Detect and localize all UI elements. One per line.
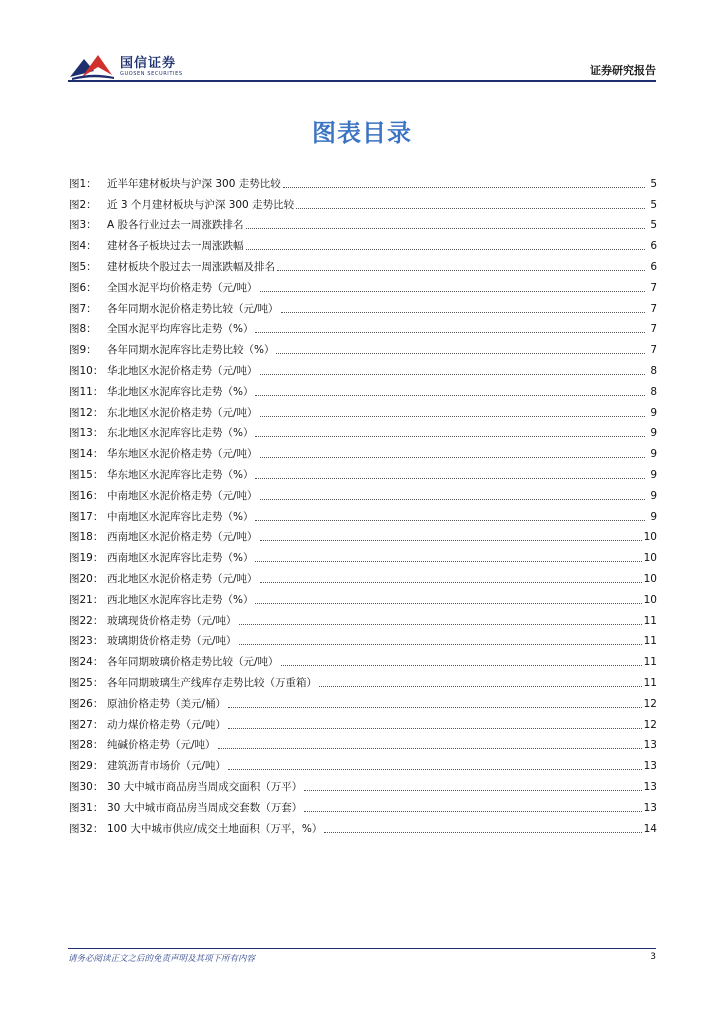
- toc-page-number: 7: [650, 302, 657, 315]
- page-number: 3: [650, 952, 656, 962]
- toc-figure-number: 图17：: [69, 510, 104, 523]
- report-type-label: 证券研究报告: [590, 64, 656, 77]
- toc-entry[interactable]: [69, 440, 657, 461]
- toc-page-number: 9: [650, 427, 657, 440]
- toc-figure-title: 各年同期水泥库容比走势比较（%）: [107, 344, 275, 357]
- toc-page-number: 9: [650, 406, 657, 419]
- toc-figure-title: 30 大中城市商品房当周成交套数（万套）: [107, 801, 303, 814]
- disclaimer-note: 请务必阅读正文之后的免责声明及其项下所有内容: [68, 954, 256, 964]
- logo-english-name: GUOSEN SECURITIES: [120, 71, 183, 77]
- toc-page-number: 8: [650, 364, 657, 377]
- toc-page-number: 10: [643, 572, 657, 585]
- toc-dot-leader: [260, 581, 642, 583]
- toc-figure-number: 图23：: [69, 635, 104, 648]
- toc-figure-title: 华东地区水泥库容比走势（%）: [107, 468, 254, 481]
- toc-figure-number: 图25：: [69, 676, 104, 689]
- toc-figure-number: 图1：: [69, 177, 97, 190]
- toc-entry[interactable]: [69, 690, 657, 711]
- toc-entry[interactable]: [69, 212, 657, 233]
- toc-figure-title: 华北地区水泥价格走势（元/吨）: [107, 364, 258, 377]
- toc-page-number: 9: [650, 489, 657, 502]
- toc-page-number: 10: [643, 593, 657, 606]
- toc-page-number: 11: [643, 614, 657, 627]
- toc-page-number: 14: [643, 822, 657, 835]
- toc-dot-leader: [246, 248, 646, 250]
- toc-figure-title: 东北地区水泥库容比走势（%）: [107, 427, 254, 440]
- toc-entry[interactable]: [69, 378, 657, 399]
- toc-page-number: 11: [643, 676, 657, 689]
- toc-page-number: 13: [643, 801, 657, 814]
- toc-page-number: 7: [650, 281, 657, 294]
- toc-figure-number: 图18：: [69, 531, 104, 544]
- toc-figure-title: 全国水泥平均价格走势（元/吨）: [107, 281, 258, 294]
- toc-figure-title: 中南地区水泥价格走势（元/吨）: [107, 489, 258, 502]
- toc-dot-leader: [281, 664, 642, 666]
- toc-dot-leader: [239, 643, 642, 645]
- toc-figure-title: 建材各子板块过去一周涨跌幅: [107, 240, 244, 253]
- toc-figure-title: A 股各行业过去一周涨跌排名: [107, 219, 244, 232]
- toc-figure-number: 图32：: [69, 822, 104, 835]
- toc-page-number: 9: [650, 468, 657, 481]
- toc-entry[interactable]: [69, 170, 657, 191]
- toc-figure-number: 图2：: [69, 198, 97, 211]
- toc-dot-leader: [228, 727, 642, 729]
- toc-figure-title: 100 大中城市供应/成交土地面积（万平，%）: [107, 822, 323, 835]
- toc-dot-leader: [255, 560, 641, 562]
- toc-figure-number: 图16：: [69, 489, 104, 502]
- toc-entry[interactable]: [69, 503, 657, 524]
- toc-page-number: 13: [643, 739, 657, 752]
- toc-figure-title: 玻璃现货价格走势（元/吨）: [107, 614, 237, 627]
- toc-figure-number: 图10：: [69, 364, 104, 377]
- toc-entry[interactable]: [69, 565, 657, 586]
- toc-page-number: 5: [650, 177, 657, 190]
- toc-figure-title: 全国水泥平均库容比走势（%）: [107, 323, 254, 336]
- toc-dot-leader: [324, 831, 641, 833]
- toc-entry[interactable]: [69, 669, 657, 690]
- guosen-logo-icon: [68, 53, 116, 81]
- toc-dot-leader: [255, 519, 645, 521]
- toc-entry[interactable]: [69, 191, 657, 212]
- toc-figure-number: 图12：: [69, 406, 104, 419]
- toc-figure-number: 图11：: [69, 385, 104, 398]
- toc-dot-leader: [255, 477, 645, 479]
- toc-entry[interactable]: [69, 648, 657, 669]
- toc-figure-number: 图29：: [69, 760, 104, 773]
- toc-page-number: 12: [643, 697, 657, 710]
- toc-figure-number: 图26：: [69, 697, 104, 710]
- toc-dot-leader: [255, 435, 645, 437]
- toc-entry[interactable]: [69, 253, 657, 274]
- toc-figure-number: 图28：: [69, 739, 104, 752]
- toc-figure-number: 图7：: [69, 302, 97, 315]
- toc-figure-title: 华北地区水泥库容比走势（%）: [107, 385, 254, 398]
- toc-page-number: 11: [643, 656, 657, 669]
- toc-figure-number: 图6：: [69, 281, 97, 294]
- toc-page-number: 5: [650, 198, 657, 211]
- toc-figure-title: 纯碱价格走势（元/吨）: [107, 739, 216, 752]
- toc-page-number: 11: [643, 635, 657, 648]
- toc-figure-number: 图15：: [69, 468, 104, 481]
- toc-dot-leader: [239, 623, 642, 625]
- toc-figure-number: 图9：: [69, 344, 97, 357]
- toc-figure-number: 图5：: [69, 260, 97, 273]
- toc-dot-leader: [246, 227, 645, 229]
- toc-figure-title: 西北地区水泥库容比走势（%）: [107, 593, 254, 606]
- toc-dot-leader: [319, 685, 642, 687]
- toc-figure-title: 近 3 个月建材板块与沪深 300 走势比较: [107, 198, 295, 211]
- toc-figure-title: 各年同期玻璃生产线库存走势比较（万重箱）: [107, 676, 317, 689]
- page-title: 图表目录: [312, 119, 412, 147]
- toc-figure-title: 各年同期水泥价格走势比较（元/吨）: [107, 302, 279, 315]
- toc-entry[interactable]: [69, 357, 657, 378]
- toc-entry[interactable]: [69, 773, 657, 794]
- toc-entry[interactable]: [69, 482, 657, 503]
- toc-entry[interactable]: [69, 607, 657, 628]
- toc-dot-leader: [260, 373, 645, 375]
- toc-entry[interactable]: [69, 711, 657, 732]
- toc-figure-title: 近半年建材板块与沪深 300 走势比较: [107, 177, 281, 190]
- toc-figure-number: 图31：: [69, 801, 104, 814]
- toc-dot-leader: [228, 768, 642, 770]
- toc-figure-title: 建材板块个股过去一周涨跌幅及排名: [107, 260, 275, 273]
- toc-dot-leader: [260, 539, 642, 541]
- toc-figure-title: 玻璃期货价格走势（元/吨）: [107, 635, 237, 648]
- toc-figure-title: 30 大中城市商品房当周成交面积（万平）: [107, 780, 303, 793]
- toc-page-number: 5: [650, 219, 657, 232]
- toc-dot-leader: [260, 456, 645, 458]
- toc-figure-number: 图22：: [69, 614, 104, 627]
- guosen-logo: [68, 52, 183, 82]
- figure-table-of-contents: [69, 170, 657, 836]
- toc-figure-title: 中南地区水泥库容比走势（%）: [107, 510, 254, 523]
- toc-figure-title: 西北地区水泥价格走势（元/吨）: [107, 572, 258, 585]
- toc-figure-title: 原油价格走势（美元/桶）: [107, 697, 227, 710]
- toc-figure-number: 图4：: [69, 240, 97, 253]
- toc-page-number: 7: [650, 323, 657, 336]
- toc-figure-number: 图3：: [69, 219, 97, 232]
- toc-page-number: 9: [650, 510, 657, 523]
- toc-figure-number: 图20：: [69, 572, 104, 585]
- toc-dot-leader: [218, 747, 642, 749]
- toc-entry[interactable]: [69, 461, 657, 482]
- toc-dot-leader: [276, 352, 645, 354]
- toc-figure-number: 图13：: [69, 427, 104, 440]
- toc-dot-leader: [255, 331, 645, 333]
- toc-dot-leader: [277, 269, 645, 271]
- toc-figure-title: 东北地区水泥价格走势（元/吨）: [107, 406, 258, 419]
- page-header: [68, 50, 656, 86]
- toc-entry[interactable]: [69, 295, 657, 316]
- toc-dot-leader: [304, 789, 641, 791]
- toc-page-number: 10: [643, 552, 657, 565]
- toc-page-number: 6: [650, 260, 657, 273]
- toc-figure-number: 图14：: [69, 448, 104, 461]
- toc-figure-title: 建筑沥青市场价（元/吨）: [107, 760, 227, 773]
- toc-page-number: 9: [650, 448, 657, 461]
- toc-figure-number: 图30：: [69, 780, 104, 793]
- toc-figure-number: 图27：: [69, 718, 104, 731]
- toc-figure-title: 动力煤价格走势（元/吨）: [107, 718, 227, 731]
- toc-entry[interactable]: [69, 732, 657, 753]
- toc-entry[interactable]: [69, 399, 657, 420]
- toc-entry[interactable]: [69, 336, 657, 357]
- header-divider: [68, 80, 656, 82]
- toc-figure-number: 图8：: [69, 323, 97, 336]
- toc-dot-leader: [228, 706, 642, 708]
- toc-entry[interactable]: [69, 274, 657, 295]
- toc-page-number: 8: [650, 385, 657, 398]
- toc-dot-leader: [260, 290, 645, 292]
- toc-page-number: 7: [650, 344, 657, 357]
- toc-figure-number: 图19：: [69, 552, 104, 565]
- footer-divider: [68, 948, 656, 949]
- toc-dot-leader: [255, 602, 641, 604]
- toc-dot-leader: [304, 810, 641, 812]
- toc-page-number: 13: [643, 780, 657, 793]
- toc-entry[interactable]: [69, 628, 657, 649]
- toc-figure-title: 西南地区水泥价格走势（元/吨）: [107, 531, 258, 544]
- toc-page-number: 10: [643, 531, 657, 544]
- toc-dot-leader: [281, 311, 645, 313]
- toc-dot-leader: [260, 415, 645, 417]
- toc-page-number: 12: [643, 718, 657, 731]
- toc-entry[interactable]: [69, 752, 657, 773]
- toc-entry[interactable]: [69, 420, 657, 441]
- toc-entry[interactable]: [69, 544, 657, 565]
- toc-page-number: 6: [650, 240, 657, 253]
- toc-figure-number: 图24：: [69, 656, 104, 669]
- toc-dot-leader: [260, 498, 645, 500]
- toc-figure-number: 图21：: [69, 593, 104, 606]
- toc-entry[interactable]: [69, 815, 657, 836]
- toc-entry[interactable]: [69, 232, 657, 253]
- toc-figure-title: 华东地区水泥价格走势（元/吨）: [107, 448, 258, 461]
- toc-figure-title: 西南地区水泥库容比走势（%）: [107, 552, 254, 565]
- logo-chinese-name: 国信证券: [120, 56, 177, 71]
- toc-page-number: 13: [643, 760, 657, 773]
- toc-entry[interactable]: [69, 524, 657, 545]
- toc-entry[interactable]: [69, 794, 657, 815]
- toc-dot-leader: [255, 394, 645, 396]
- toc-figure-title: 各年同期玻璃价格走势比较（元/吨）: [107, 656, 279, 669]
- toc-dot-leader: [296, 207, 645, 209]
- toc-dot-leader: [283, 186, 645, 188]
- toc-entry[interactable]: [69, 586, 657, 607]
- toc-entry[interactable]: [69, 316, 657, 337]
